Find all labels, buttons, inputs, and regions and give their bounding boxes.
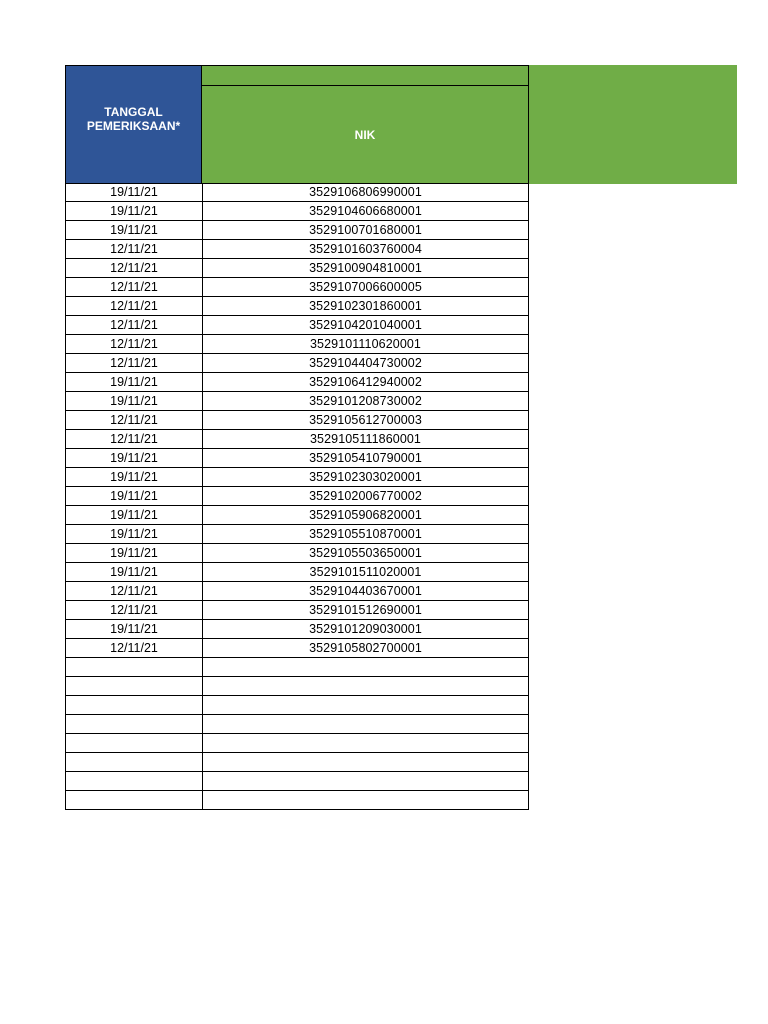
table-row	[65, 696, 529, 715]
cell-nik[interactable]: 3529105410790001	[202, 449, 529, 468]
cell-nik[interactable]: 3529101209030001	[202, 620, 529, 639]
table-row	[65, 639, 529, 658]
cell-tanggal-pemeriksaan[interactable]: 12/11/21	[65, 316, 202, 335]
table-row	[65, 677, 529, 696]
cell-nik[interactable]: 3529105510870001	[202, 525, 529, 544]
table-row	[65, 411, 529, 430]
cell-nik[interactable]: 3529101110620001	[202, 335, 529, 354]
column-header-nik	[201, 85, 529, 184]
cell-nik[interactable]: 3529105503650001	[202, 544, 529, 563]
cell-nik[interactable]	[202, 715, 529, 734]
cell-nik[interactable]: 3529101511020001	[202, 563, 529, 582]
cell-tanggal-pemeriksaan[interactable]: 12/11/21	[65, 259, 202, 278]
cell-nik[interactable]: 3529102303020001	[202, 468, 529, 487]
cell-nik[interactable]: 3529101512690001	[202, 601, 529, 620]
cell-tanggal-pemeriksaan[interactable]: 19/11/21	[65, 468, 202, 487]
table-row	[65, 430, 529, 449]
table-row	[65, 620, 529, 639]
cell-nik[interactable]	[202, 696, 529, 715]
cell-nik[interactable]: 3529105612700003	[202, 411, 529, 430]
cell-tanggal-pemeriksaan[interactable]: 12/11/21	[65, 411, 202, 430]
header-green-top-strip	[201, 65, 529, 85]
table-row	[65, 468, 529, 487]
cell-tanggal-pemeriksaan[interactable]: 12/11/21	[65, 582, 202, 601]
header-green-band	[529, 65, 737, 184]
cell-tanggal-pemeriksaan[interactable]	[65, 696, 202, 715]
cell-nik[interactable]: 3529107006600005	[202, 278, 529, 297]
cell-tanggal-pemeriksaan[interactable]: 12/11/21	[65, 278, 202, 297]
table-row	[65, 658, 529, 677]
cell-tanggal-pemeriksaan[interactable]: 12/11/21	[65, 297, 202, 316]
table-row	[65, 373, 529, 392]
cell-nik[interactable]: 3529101208730002	[202, 392, 529, 411]
cell-tanggal-pemeriksaan[interactable]: 19/11/21	[65, 392, 202, 411]
cell-nik[interactable]	[202, 772, 529, 791]
cell-tanggal-pemeriksaan[interactable]: 19/11/21	[65, 563, 202, 582]
table-row	[65, 316, 529, 335]
table-row	[65, 753, 529, 772]
cell-tanggal-pemeriksaan[interactable]	[65, 791, 202, 810]
table-row	[65, 772, 529, 791]
table-row	[65, 221, 529, 240]
cell-nik[interactable]: 3529100701680001	[202, 221, 529, 240]
cell-nik[interactable]	[202, 753, 529, 772]
table-row	[65, 563, 529, 582]
cell-tanggal-pemeriksaan[interactable]: 12/11/21	[65, 240, 202, 259]
table-row	[65, 278, 529, 297]
cell-tanggal-pemeriksaan[interactable]	[65, 734, 202, 753]
cell-tanggal-pemeriksaan[interactable]: 19/11/21	[65, 221, 202, 240]
cell-nik[interactable]: 3529100904810001	[202, 259, 529, 278]
cell-tanggal-pemeriksaan[interactable]	[65, 715, 202, 734]
cell-nik[interactable]: 3529106806990001	[202, 183, 529, 202]
cell-tanggal-pemeriksaan[interactable]	[65, 658, 202, 677]
table-row	[65, 240, 529, 259]
cell-tanggal-pemeriksaan[interactable]	[65, 753, 202, 772]
cell-tanggal-pemeriksaan[interactable]: 19/11/21	[65, 373, 202, 392]
cell-nik[interactable]: 3529101603760004	[202, 240, 529, 259]
cell-tanggal-pemeriksaan[interactable]: 19/11/21	[65, 525, 202, 544]
cell-nik[interactable]: 3529105111860001	[202, 430, 529, 449]
cell-nik[interactable]: 3529104403670001	[202, 582, 529, 601]
cell-tanggal-pemeriksaan[interactable]: 19/11/21	[65, 544, 202, 563]
table-row	[65, 202, 529, 221]
cell-tanggal-pemeriksaan[interactable]: 19/11/21	[65, 449, 202, 468]
table-row	[65, 259, 529, 278]
table-row	[65, 335, 529, 354]
table-row	[65, 791, 529, 810]
cell-tanggal-pemeriksaan[interactable]: 19/11/21	[65, 487, 202, 506]
cell-tanggal-pemeriksaan[interactable]: 12/11/21	[65, 430, 202, 449]
cell-tanggal-pemeriksaan[interactable]: 12/11/21	[65, 335, 202, 354]
column-header-date-line1: TANGGAL	[104, 104, 163, 119]
cell-tanggal-pemeriksaan[interactable]: 19/11/21	[65, 506, 202, 525]
table-body	[65, 183, 529, 810]
table-row	[65, 506, 529, 525]
column-header-nik-label: NIK	[354, 127, 376, 142]
table-row	[65, 525, 529, 544]
cell-nik[interactable]	[202, 677, 529, 696]
cell-nik[interactable]	[202, 658, 529, 677]
cell-tanggal-pemeriksaan[interactable]: 19/11/21	[65, 620, 202, 639]
cell-tanggal-pemeriksaan[interactable]	[65, 772, 202, 791]
table-row	[65, 297, 529, 316]
cell-tanggal-pemeriksaan[interactable]: 12/11/21	[65, 354, 202, 373]
table-row	[65, 715, 529, 734]
cell-nik[interactable]: 3529104404730002	[202, 354, 529, 373]
cell-tanggal-pemeriksaan[interactable]: 19/11/21	[65, 202, 202, 221]
cell-tanggal-pemeriksaan[interactable]: 19/11/21	[65, 183, 202, 202]
cell-nik[interactable]	[202, 734, 529, 753]
table-row	[65, 544, 529, 563]
table-row	[65, 601, 529, 620]
cell-tanggal-pemeriksaan[interactable]: 12/11/21	[65, 601, 202, 620]
cell-nik[interactable]: 3529105906820001	[202, 506, 529, 525]
cell-nik[interactable]: 3529104606680001	[202, 202, 529, 221]
cell-nik[interactable]: 3529102006770002	[202, 487, 529, 506]
cell-tanggal-pemeriksaan[interactable]: 12/11/21	[65, 639, 202, 658]
cell-nik[interactable]: 3529102301860001	[202, 297, 529, 316]
table-row	[65, 449, 529, 468]
column-header-tanggal-pemeriksaan	[65, 65, 202, 184]
cell-nik[interactable]: 3529104201040001	[202, 316, 529, 335]
table-row	[65, 392, 529, 411]
table-row	[65, 582, 529, 601]
table-row	[65, 183, 529, 202]
cell-nik[interactable]: 3529106412940002	[202, 373, 529, 392]
table-row	[65, 354, 529, 373]
cell-nik[interactable]: 3529105802700001	[202, 639, 529, 658]
column-header-date-line2: PEMERIKSAAN*	[86, 118, 181, 133]
cell-tanggal-pemeriksaan[interactable]	[65, 677, 202, 696]
cell-nik[interactable]	[202, 791, 529, 810]
table-row	[65, 487, 529, 506]
table-row	[65, 734, 529, 753]
